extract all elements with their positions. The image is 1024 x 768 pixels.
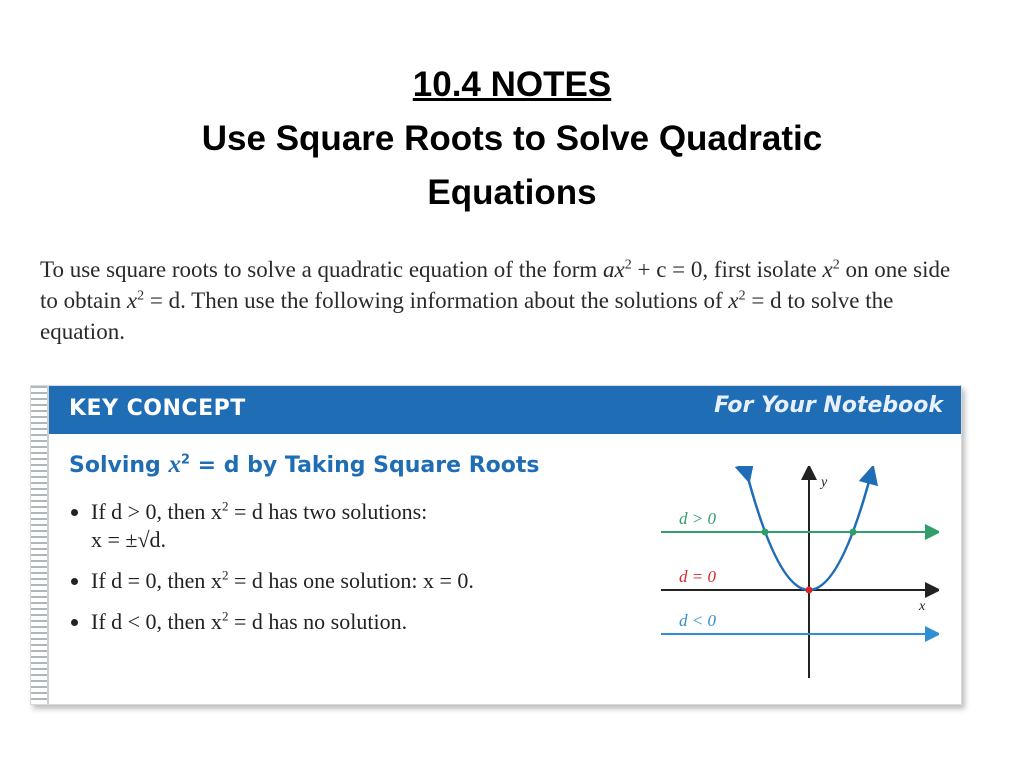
rule-text-a: If d < 0, then x [91,609,222,634]
heading-suffix: = d by Taking Square Roots [190,453,540,478]
intro-expr-3: x [126,288,138,313]
intro-text-4: = d. Then use the following information about the solutions of [144,288,729,313]
rule-item [69,498,629,554]
rule-text-b: = d has two solutions: [228,499,428,524]
intersection-point [850,529,857,536]
label-d-zero: d = 0 [679,567,716,586]
heading-var: x [168,451,181,478]
intro-exp-1: 2 [624,257,632,273]
title-line-1: 10.4 NOTES [412,65,612,104]
intro-expr-2: x [822,257,833,282]
label-d-positive: d > 0 [679,509,716,528]
rule-exp: 2 [221,498,229,514]
page-title [0,58,1024,220]
x-axis-label: x [919,599,926,614]
intro-expr-4: x [728,288,739,313]
label-d-negative: d < 0 [679,611,716,630]
parabola-graph [629,466,939,686]
rule-text-b: = d has no solution. [228,609,408,634]
concept-heading [69,451,539,479]
intro-text-1: To use square roots to solve a quadratic equation of the form [40,257,604,282]
intro-exp-2: 2 [832,257,840,273]
title-line-3: Equations [427,173,597,212]
intro-text-3: on one side to obtain [40,257,951,313]
rule-text-a: If d > 0, then x [91,499,222,524]
intro-expr-1: ax [603,257,625,282]
rules-list [69,498,629,636]
banner-label: KEY CONCEPT [69,396,246,421]
heading-prefix: Solving [69,453,169,478]
key-concept-banner [49,386,961,434]
intro-text-5: = d to solve the equation. [40,288,894,344]
intro-exp-3: 2 [137,288,145,304]
rule-exp: 2 [221,608,229,624]
key-concept-card [30,385,962,705]
notebook-spiral [31,386,47,704]
rule-text-b: = d has one solution: x = 0. [228,568,474,593]
intro-exp-4: 2 [738,288,746,304]
y-axis-label: y [821,475,828,490]
notebook-label: For Your Notebook [714,393,943,418]
vertex-point [806,587,813,594]
intersection-point [762,529,769,536]
rule-text-a: If d = 0, then x [91,568,222,593]
intro-text-2: + c = 0, first isolate [631,257,823,282]
rule-exp: 2 [221,567,229,583]
rule-item [69,567,629,595]
intro-paragraph [40,254,960,347]
rule-continuation: x = ±√d. [91,527,167,552]
title-line-2: Use Square Roots to Solve Quadratic [201,119,823,158]
heading-exp: 2 [180,452,190,468]
rule-item [69,608,629,636]
